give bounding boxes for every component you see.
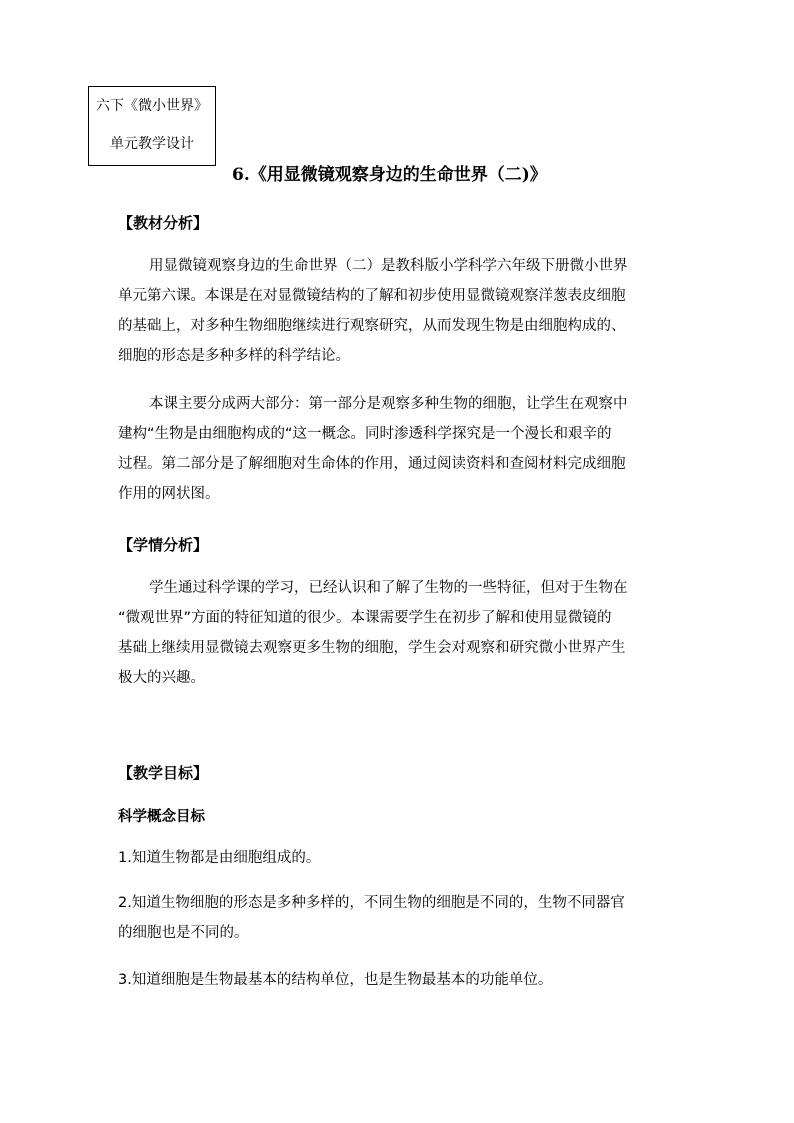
paragraph-material-2: [118, 389, 678, 509]
paragraph-line: 细胞的形态是多种多样的科学结论。: [118, 348, 350, 364]
goal-line: 1.知道生物都是由细胞组成的。: [118, 850, 321, 866]
heading-teaching-goals: 【教学目标】: [118, 764, 209, 782]
paragraph-line: 用显微镜观察身边的生命世界（二）是教科版小学科学六年级下册微小世界: [149, 258, 628, 274]
document-title: 6.《用显微镜观察身边的生命世界（二)》: [232, 165, 547, 185]
goal-line: 3.知道细胞是生物最基本的结构单位，也是生物最基本的功能单位。: [118, 972, 553, 988]
goal-item-1: [118, 843, 678, 873]
paragraph-line: 本课主要分成两大部分：第一部分是观察多种生物的细胞，让学生在观察中: [149, 396, 628, 412]
paragraph-line: 过程。第二部分是了解细胞对生命体的作用，通过阅读资料和查阅材料完成细胞: [118, 456, 626, 472]
subheading-science-concept: 科学概念目标: [118, 809, 205, 825]
paragraph-line: 建构“生物是由细胞构成的“这一概念。同时渗透科学探究是一个漫长和艰辛的: [118, 426, 612, 442]
paragraph-line: 作用的网状图。: [118, 486, 220, 502]
unit-label-line2: 单元教学设计: [110, 136, 194, 152]
goal-item-2: [118, 888, 678, 948]
paragraph-line: 的基础上，对多种生物细胞继续进行观察研究，从而发现生物是由细胞构成的、: [118, 318, 626, 334]
unit-label-box: [88, 86, 216, 166]
paragraph-line: “微观世界”方面的特征知道的很少。本课需要学生在初步了解和使用显微镜的: [118, 610, 612, 626]
heading-student-analysis: 【学情分析】: [118, 536, 209, 554]
goal-line: 2.知道生物细胞的形态是多种多样的，不同生物的细胞是不同的，生物不同器官: [118, 895, 625, 911]
goal-line: 的细胞也是不同的。: [118, 925, 249, 941]
paragraph-line: 基础上继续用显微镜去观察更多生物的细胞，学生会对观察和研究微小世界产生: [118, 640, 626, 656]
paragraph-material-1: [118, 251, 678, 371]
heading-material-analysis: 【教材分析】: [118, 214, 209, 232]
goal-item-3: [118, 965, 678, 995]
unit-label-line1: 六下《微小世界》: [96, 98, 208, 114]
paragraph-students-1: [118, 573, 678, 693]
paragraph-line: 极大的兴趣。: [118, 670, 205, 686]
paragraph-line: 单元第六课。本课是在对显微镜结构的了解和初步使用显微镜观察洋葱表皮细胞: [118, 288, 626, 304]
paragraph-line: 学生通过科学课的学习，已经认识和了解了生物的一些特征，但对于生物在: [149, 580, 628, 596]
